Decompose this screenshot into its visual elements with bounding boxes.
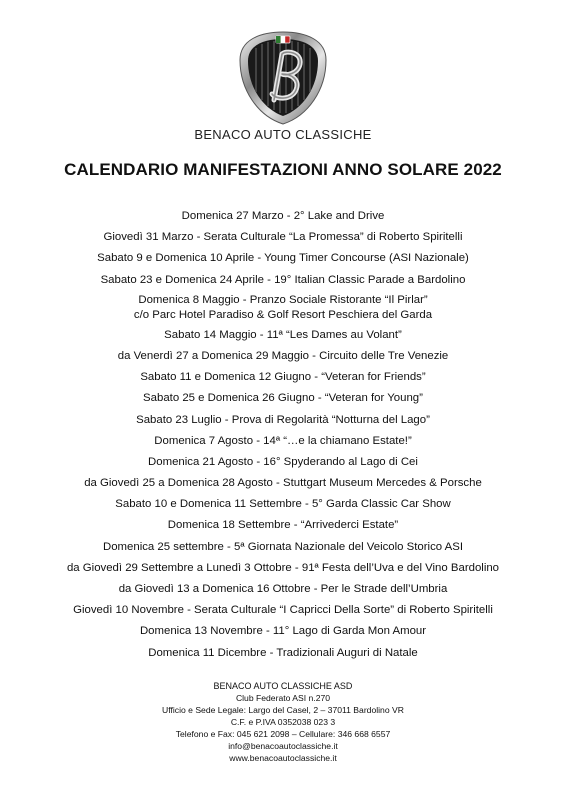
- event-item: [0, 473, 566, 494]
- event-line: da Venerdì 27 a Domenica 29 Maggio - Circuito delle Tre Venezie: [117, 349, 449, 362]
- event-line: c/o Parc Hotel Paradiso & Golf Resort Peschiera del Garda: [133, 308, 433, 321]
- event-line: Domenica 25 settembre - 5ª Giornata Nazionale del Veicolo Storico ASI: [102, 540, 464, 553]
- event-item: [0, 291, 566, 325]
- event-item: [0, 558, 566, 579]
- event-item: [0, 537, 566, 558]
- footer-phone: Telefono e Fax: 045 621 2098 – Cellulare: 346 668 6557: [175, 729, 391, 739]
- benaco-logo: [236, 30, 330, 126]
- page-title: CALENDARIO MANIFESTAZIONI ANNO SOLARE 2022: [64, 160, 502, 179]
- event-line: Sabato 11 e Domenica 12 Giugno - “Veteran for Friends”: [140, 371, 426, 384]
- event-line: Sabato 23 e Domenica 24 Aprile - 19° Italian Classic Parade a Bardolino: [100, 273, 466, 286]
- event-item: [0, 388, 566, 409]
- brand-name: BENACO AUTO CLASSICHE: [194, 127, 372, 142]
- event-line: Domenica 7 Agosto - 14ª “…e la chiamano Estate!”: [154, 434, 412, 447]
- event-line: Domenica 8 Maggio - Pranzo Sociale Ristorante “Il Pirlar”: [138, 293, 428, 306]
- event-item: [0, 643, 566, 664]
- footer-email: info@benacoautoclassiche.it: [228, 741, 338, 751]
- event-line: Sabato 14 Maggio - 11ª “Les Dames au Volant”: [164, 328, 402, 341]
- event-item: [0, 227, 566, 248]
- event-line: Giovedì 10 Novembre - Serata Culturale “I Capricci Della Sorte” di Roberto Spiritelli: [73, 604, 493, 617]
- event-line: Domenica 13 Novembre - 11° Lago di Garda Mon Amour: [139, 625, 427, 638]
- event-item: [0, 431, 566, 452]
- footer-tax-id: C.F. e P.IVA 0352038 023 3: [230, 717, 336, 727]
- event-line: Sabato 25 e Domenica 26 Giugno - “Veteran for Young”: [143, 392, 423, 405]
- event-line: da Giovedì 25 a Domenica 28 Agosto - Stuttgart Museum Mercedes & Porsche: [84, 477, 482, 490]
- event-item: [0, 248, 566, 269]
- event-item: [0, 367, 566, 388]
- event-line: Domenica 11 Dicembre - Tradizionali Auguri di Natale: [148, 646, 418, 659]
- event-item: [0, 206, 566, 227]
- event-line: Giovedì 31 Marzo - Serata Culturale “La Promessa” di Roberto Spiritelli: [103, 231, 463, 244]
- footer-address: Ufficio e Sede Legale: Largo del Casel, 2 – 37011 Bardolino VR: [162, 705, 404, 715]
- event-item: [0, 621, 566, 642]
- event-line: da Giovedì 29 Settembre a Lunedì 3 Ottobre - 91ª Festa dell’Uva e del Vino Bardolino: [66, 561, 500, 574]
- event-item: [0, 579, 566, 600]
- event-line: Sabato 10 e Domenica 11 Settembre - 5° Garda Classic Car Show: [115, 498, 451, 511]
- event-item: [0, 325, 566, 346]
- event-line: Domenica 21 Agosto - 16° Spyderando al Lago di Cei: [148, 455, 418, 468]
- footer-club: Club Federato ASI n.270: [235, 693, 331, 703]
- footer: [0, 680, 566, 764]
- event-line: Sabato 9 e Domenica 10 Aprile - Young Timer Concourse (ASI Nazionale): [97, 252, 469, 265]
- footer-website: www.benacoautoclassiche.it: [229, 753, 337, 763]
- event-item: [0, 600, 566, 621]
- footer-org-name: BENACO AUTO CLASSICHE ASD: [213, 681, 353, 691]
- event-item: [0, 410, 566, 431]
- event-item: [0, 270, 566, 291]
- event-line: da Giovedì 13 a Domenica 16 Ottobre - Per le Strade dell’Umbria: [118, 583, 448, 595]
- event-list: [0, 206, 566, 664]
- event-line: Domenica 18 Settembre - “Arrivederci Estate”: [167, 519, 399, 532]
- event-item: [0, 515, 566, 536]
- event-item: [0, 494, 566, 515]
- event-line: Domenica 27 Marzo - 2° Lake and Drive: [181, 210, 385, 222]
- logo-grille-icon: [236, 30, 330, 126]
- event-item: [0, 452, 566, 473]
- event-item: [0, 346, 566, 367]
- event-line: Sabato 23 Luglio - Prova di Regolarità “Notturna del Lago”: [136, 413, 430, 426]
